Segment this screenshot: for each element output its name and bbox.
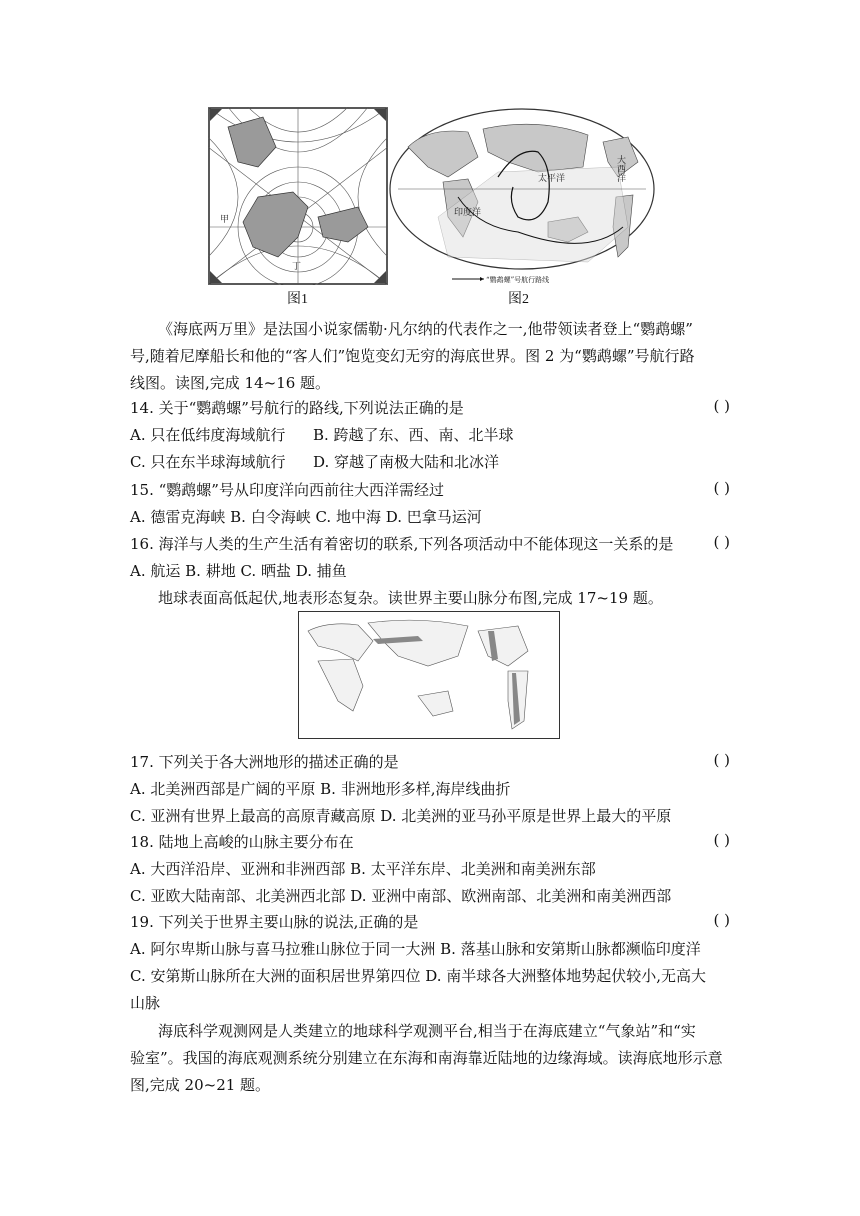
figure-2-map bbox=[388, 107, 656, 287]
q19-options-ab: A. 阿尔卑斯山脉与喜马拉雅山脉位于同一大洲 B. 落基山脉和安第斯山脉都濒临印度洋 bbox=[130, 940, 701, 958]
q19-options-cd: C. 安第斯山脉所在大洲的面积居世界第四位 D. 南半球各大洲整体地势起伏较小,无高大 bbox=[130, 967, 707, 985]
world-mountains-map bbox=[298, 611, 560, 739]
q16-answer-bracket[interactable]: ( ) bbox=[713, 533, 730, 551]
q14-answer-bracket[interactable]: ( ) bbox=[713, 397, 730, 415]
q14-option-d: D. 穿越了南极大陆和北冰洋 bbox=[313, 453, 500, 471]
q14-stem-text: 14. 关于“鹦鹉螺”号航行的路线,下列说法正确的是 bbox=[130, 399, 464, 417]
label-indian: 印度洋 bbox=[454, 208, 482, 218]
q19-options-cd-wrap: 山脉 bbox=[130, 994, 161, 1012]
question-19-stem bbox=[130, 911, 730, 932]
passage3-line1: 海底科学观测网是人类建立的地球科学观测平台,相当于在海底建立“气象站”和“实 bbox=[158, 1022, 696, 1040]
q16-options: A. 航运 B. 耕地 C. 晒盐 D. 捕鱼 bbox=[130, 562, 347, 580]
label-atlantic: 大西洋 bbox=[615, 155, 625, 182]
q18-options-ab: A. 大西洋沿岸、亚洲和非洲西部 B. 太平洋东岸、北美洲和南美洲东部 bbox=[130, 860, 596, 878]
passage1-line2: 号,随着尼摩船长和他的“客人们”饱览变幻无穷的海底世界。图 2 为“鹦鹉螺”号航行路 bbox=[130, 347, 695, 365]
question-14-stem bbox=[130, 397, 730, 418]
q17-options-ab: A. 北美洲西部是广阔的平原 B. 非洲地形多样,海岸线曲折 bbox=[130, 780, 511, 798]
q17-answer-bracket[interactable]: ( ) bbox=[713, 751, 730, 769]
passage3-line3: 图,完成 20~21 题。 bbox=[130, 1076, 271, 1094]
q18-stem-text: 18. 陆地上高峻的山脉主要分布在 bbox=[130, 833, 354, 851]
question-18-stem bbox=[130, 831, 730, 852]
q18-options-cd: C. 亚欧大陆南部、北美洲西北部 D. 亚洲中南部、欧洲南部、北美洲和南美洲西部 bbox=[130, 887, 672, 905]
fig1-label-jia: 甲 bbox=[220, 214, 230, 224]
question-16-stem bbox=[130, 533, 730, 554]
q17-stem-text: 17. 下列关于各大洲地形的描述正确的是 bbox=[130, 753, 399, 771]
question-17-stem bbox=[130, 751, 730, 772]
figure-1-caption: 图1 bbox=[287, 292, 308, 307]
q19-answer-bracket[interactable]: ( ) bbox=[713, 911, 730, 929]
q14-option-b: B. 跨越了东、西、南、北半球 bbox=[313, 426, 514, 444]
label-pacific: 太平洋 bbox=[538, 174, 566, 184]
passage3-line2: 验室”。我国的海底观测系统分别建立在东海和南海靠近陆地的边缘海域。读海底地形示意 bbox=[130, 1049, 723, 1067]
fig1-label-ding: 丁 bbox=[292, 261, 302, 271]
passage1-line3: 线图。读图,完成 14~16 题。 bbox=[130, 374, 331, 392]
figure-1-map bbox=[208, 107, 388, 285]
q14-option-a: A. 只在低纬度海域航行 bbox=[130, 426, 286, 444]
q18-answer-bracket[interactable]: ( ) bbox=[713, 831, 730, 849]
q19-stem-text: 19. 下列关于世界主要山脉的说法,正确的是 bbox=[130, 913, 419, 931]
q14-option-c: C. 只在东半球海域航行 bbox=[130, 453, 286, 471]
q15-options: A. 德雷克海峡 B. 白令海峡 C. 地中海 D. 巴拿马运河 bbox=[130, 508, 482, 526]
q17-options-cd: C. 亚洲有世界上最高的高原青藏高原 D. 北美洲的亚马孙平原是世界上最大的平原 bbox=[130, 807, 672, 825]
figure-2-caption: 图2 bbox=[508, 292, 529, 307]
question-15-stem bbox=[130, 479, 730, 500]
q15-stem-text: 15. “鹦鹉螺”号从印度洋向西前往大西洋需经过 bbox=[130, 481, 444, 499]
passage2: 地球表面高低起伏,地表形态复杂。读世界主要山脉分布图,完成 17~19 题。 bbox=[158, 589, 663, 607]
route-legend: “鹦鹉螺”号航行路线 bbox=[486, 276, 550, 284]
passage1-line1: 《海底两万里》是法国小说家儒勒·凡尔纳的代表作之一,他带领读者登上“鹦鹉螺” bbox=[158, 320, 693, 338]
q16-stem-text: 16. 海洋与人类的生产生活有着密切的联系,下列各项活动中不能体现这一关系的是 bbox=[130, 535, 674, 553]
q15-answer-bracket[interactable]: ( ) bbox=[713, 479, 730, 497]
